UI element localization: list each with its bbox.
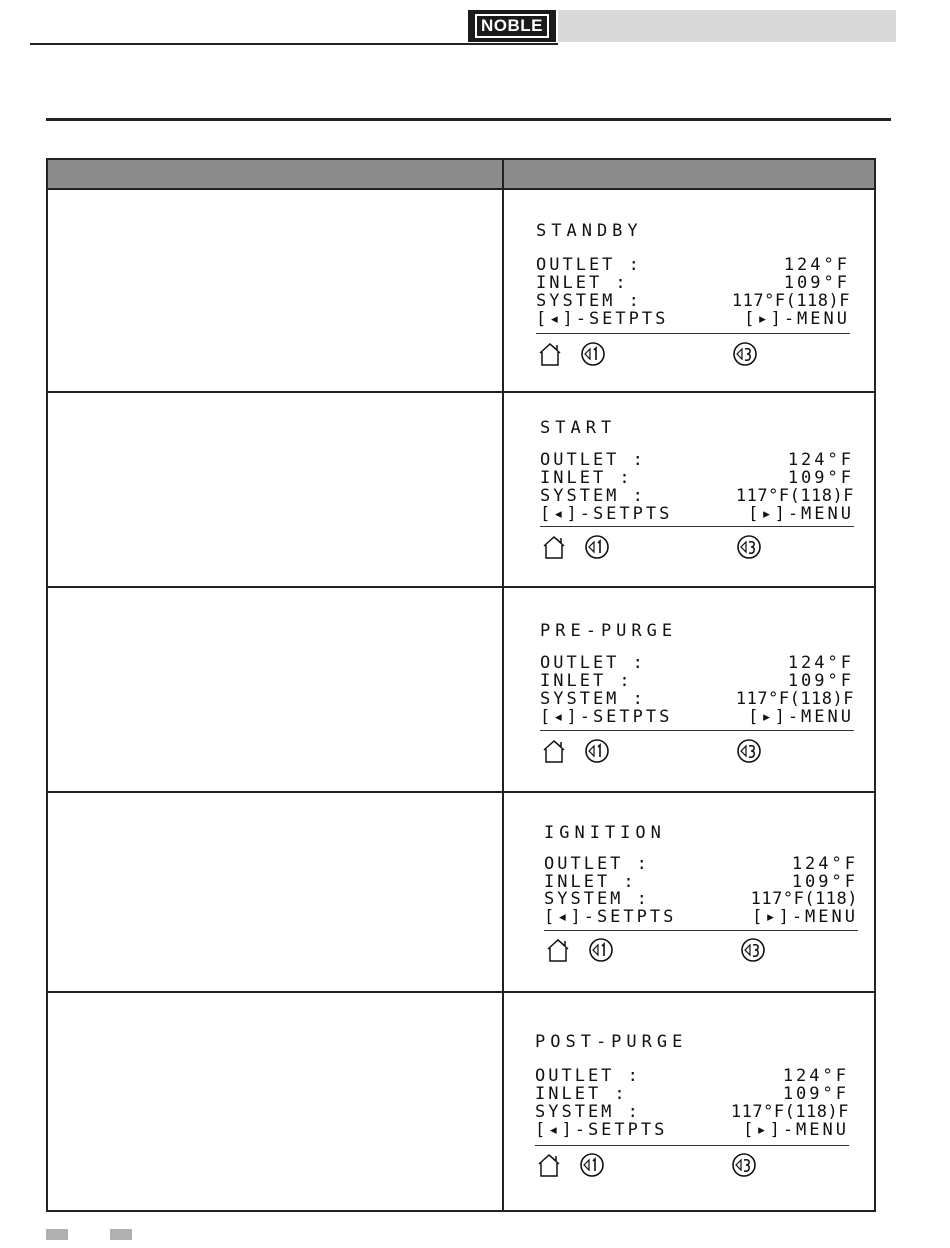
lcd-outlet-value: 124°F	[787, 653, 854, 673]
lcd-outlet-value: 124°F	[783, 255, 850, 275]
home-icon[interactable]	[546, 937, 572, 963]
lcd-system-value: 117°F(118)F	[735, 689, 854, 709]
lcd-state: STANDBY	[536, 221, 643, 241]
footer-mark	[110, 1229, 132, 1240]
brand-logo-text: NOBLE	[475, 14, 549, 38]
button-1-icon[interactable]	[580, 341, 606, 367]
home-icon[interactable]	[538, 341, 564, 367]
lcd-setpoints-nav: [◂]-SETPTS	[540, 504, 673, 524]
lcd-inlet-value: 109°F	[791, 872, 858, 892]
lcd-inlet-value: 109°F	[782, 1084, 849, 1104]
button-3-icon[interactable]	[732, 341, 758, 367]
lcd-inlet-line	[540, 470, 854, 487]
lcd-buttons	[542, 534, 856, 564]
section-rule	[46, 118, 891, 121]
lcd-system-label: SYSTEM :	[540, 486, 646, 506]
lcd-system-label: SYSTEM :	[536, 291, 642, 311]
lcd-divider	[536, 333, 850, 334]
lcd-outlet-value: 124°F	[791, 854, 858, 874]
lcd-state: START	[540, 418, 617, 438]
lcd-divider	[535, 1145, 849, 1146]
lcd-menu-nav: [▸]-MENU	[743, 1120, 849, 1140]
lcd-divider	[540, 730, 854, 731]
lcd-setpoints-nav: [◂]-SETPTS	[540, 707, 673, 727]
lcd-outlet-label: OUTLET :	[540, 450, 646, 470]
home-icon[interactable]	[542, 738, 568, 764]
lcd-outlet-line	[544, 856, 858, 873]
lcd-menu-nav: [▸]-MENU	[748, 707, 854, 727]
lcd-system-line	[535, 1104, 849, 1121]
lcd-buttons	[537, 1152, 851, 1182]
lcd-system-value: 117°F(118)F	[730, 1102, 849, 1122]
lcd-inlet-label: INLET :	[540, 671, 633, 691]
lcd-inlet-label: INLET :	[535, 1084, 628, 1104]
lcd-state: POST-PURGE	[535, 1032, 688, 1052]
lcd-system-label: SYSTEM :	[540, 689, 646, 709]
lcd-nav-line	[535, 1122, 849, 1139]
lcd-inlet-value: 109°F	[787, 671, 854, 691]
button-1-icon[interactable]	[584, 738, 610, 764]
header-rule	[30, 43, 558, 45]
lcd-nav-line	[536, 311, 850, 328]
button-3-icon[interactable]	[736, 534, 762, 560]
lcd-menu-nav: [▸]-MENU	[748, 504, 854, 524]
button-3-icon[interactable]	[736, 738, 762, 764]
lcd-outlet-label: OUTLET :	[536, 255, 642, 275]
lcd-menu-nav: [▸]-MENU	[744, 309, 850, 329]
button-3-icon[interactable]	[731, 1152, 757, 1178]
lcd-inlet-line	[535, 1086, 849, 1103]
lcd-outlet-label: OUTLET :	[540, 653, 646, 673]
lcd-system-label: SYSTEM :	[535, 1102, 641, 1122]
lcd-system-value: 117°F(118)F	[731, 291, 850, 311]
lcd-outlet-value: 124°F	[787, 450, 854, 470]
lcd-setpoints-nav: [◂]-SETPTS	[536, 309, 669, 329]
lcd-system-value: 117°F(118)	[750, 889, 858, 909]
lcd-state: IGNITION	[544, 823, 666, 843]
lcd-inlet-label: INLET :	[544, 872, 637, 892]
lcd-outlet-line	[540, 655, 854, 672]
lcd-system-line	[536, 293, 850, 310]
button-1-icon[interactable]	[579, 1152, 605, 1178]
lcd-nav-line	[544, 909, 858, 926]
lcd-system-value: 117°F(118)F	[735, 486, 854, 506]
footer-mark	[46, 1229, 68, 1240]
lcd-outlet-line	[535, 1068, 849, 1085]
lcd-system-label: SYSTEM :	[544, 889, 650, 909]
lcd-menu-nav: [▸]-MENU	[752, 907, 858, 927]
lcd-nav-line	[540, 709, 854, 726]
home-icon[interactable]	[542, 534, 568, 560]
lcd-buttons	[546, 937, 860, 967]
button-1-icon[interactable]	[588, 937, 614, 963]
lcd-inlet-label: INLET :	[536, 273, 629, 293]
lcd-system-line	[540, 488, 854, 505]
home-icon[interactable]	[537, 1152, 563, 1178]
lcd-divider	[544, 930, 858, 931]
lcd-setpoints-nav: [◂]-SETPTS	[535, 1120, 668, 1140]
lcd-state: PRE-PURGE	[540, 621, 678, 641]
lcd-system-line	[540, 691, 854, 708]
lcd-system-line	[544, 891, 858, 908]
lcd-outlet-line	[536, 257, 850, 274]
lcd-nav-line	[540, 506, 854, 523]
lcd-outlet-value: 124°F	[782, 1066, 849, 1086]
lcd-inlet-label: INLET :	[540, 468, 633, 488]
button-3-icon[interactable]	[740, 937, 766, 963]
button-1-icon[interactable]	[584, 534, 610, 560]
header-bar	[558, 10, 896, 42]
lcd-outlet-line	[540, 452, 854, 469]
brand-logo	[468, 10, 556, 42]
lcd-inlet-line	[536, 275, 850, 292]
lcd-buttons	[542, 738, 856, 768]
table-header	[48, 160, 874, 190]
lcd-outlet-label: OUTLET :	[544, 854, 650, 874]
lcd-outlet-label: OUTLET :	[535, 1066, 641, 1086]
lcd-inlet-line	[540, 673, 854, 690]
lcd-inlet-value: 109°F	[787, 468, 854, 488]
lcd-buttons	[538, 341, 852, 371]
lcd-divider	[540, 526, 854, 527]
lcd-inlet-value: 109°F	[783, 273, 850, 293]
lcd-setpoints-nav: [◂]-SETPTS	[544, 907, 677, 927]
